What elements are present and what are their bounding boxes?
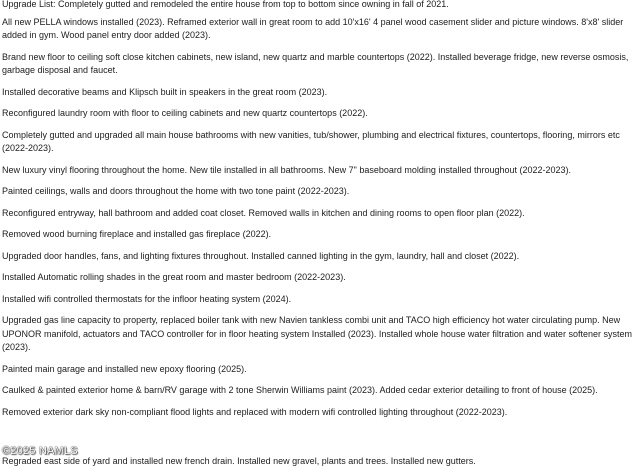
upgrade-item-exterior-lights: Removed exterior dark sky non-compliant flood lights and replaced with modern wifi controlled lighting throughout (2022-2023). [2, 406, 508, 417]
upgrade-item-laundry: Reconfigured laundry room with floor to ceiling cabinets and new quartz countertops (2022). [2, 108, 368, 118]
upgrade-item-heating-water: Upgraded gas line capacity to property, replaced boiler tank with new Navien tankless combi unit and TACO high efficiency hot water circulating pump. New UPONOR manifold, actuators and TACO controller for in floor heating system Installed (2023). Installed whole house water filtration and water softener system (2023). [2, 315, 632, 352]
upgrade-item-kitchen: Brand new floor to ceiling soft close kitchen cabinets, new island, new quartz and marble countertops (2022). Installed beverage fridge, new reverse osmosis, garbage disposal and faucet. [2, 51, 629, 75]
upgrade-item-thermostats: Installed wifi controlled thermostats for the infloor heating system (2024). [2, 293, 292, 304]
upgrade-list-document [2, 0, 638, 420]
upgrade-item-yard: Regraded east side of yard and installed new french drain. Installed new gravel, plants and trees. Installed new gutters. [2, 456, 476, 466]
upgrade-item-exterior-paint: Caulked & painted exterior home & barn/RV garage with 2 tone Sherwin Williams paint (2023). Added cedar exterior detailing to front of house (2025). [2, 385, 598, 395]
upgrade-item-shades: Installed Automatic rolling shades in the great room and master bedroom (2022-2023). [2, 272, 346, 282]
upgrade-item-flooring: New luxury vinyl flooring throughout the home. New tile installed in all bathrooms. New 7" baseboard molding installed throughout (2022-2023). [2, 164, 572, 175]
upgrade-item-bathrooms: Completely gutted and upgraded all main house bathrooms with new vanities, tub/shower, plumbing and electrical fixtures, countertops, flooring, mirrors etc (2022-2023). [2, 129, 620, 153]
upgrade-item-beams-speakers: Installed decorative beams and Klipsch built in speakers in the great room (2023). [2, 86, 328, 97]
copyright-watermark: ©2025 NAMLS [2, 445, 78, 457]
upgrade-item-paint: Painted ceilings, walls and doors throughout the home with two tone paint (2022-2023). [2, 186, 350, 196]
upgrade-item-entryway: Reconfigured entryway, hall bathroom and added coat closet. Removed walls in kitchen and dining rooms to open floor plan (2022). [2, 207, 525, 218]
upgrade-item-windows: All new PELLA windows installed (2023). Reframed exterior wall in great room to add 10'x16' 4 panel wood casement slider and picture windows. 8'x8' slider added in gym. Wood panel entry door added (2023). [2, 16, 624, 40]
upgrade-item-garage: Painted main garage and installed new epoxy flooring (2025). [2, 363, 247, 374]
upgrade-item-lighting: Upgraded door handles, fans, and lighting fixtures throughout. Installed canned lighting in the gym, laundry, hall and closet (2022). [2, 250, 520, 261]
upgrade-list-heading: Upgrade List: Completely gutted and remodeled the entire house from top to bottom since owning in fall of 2021. [2, 0, 449, 9]
upgrade-item-fireplace: Removed wood burning fireplace and installed gas fireplace (2022). [2, 229, 272, 239]
